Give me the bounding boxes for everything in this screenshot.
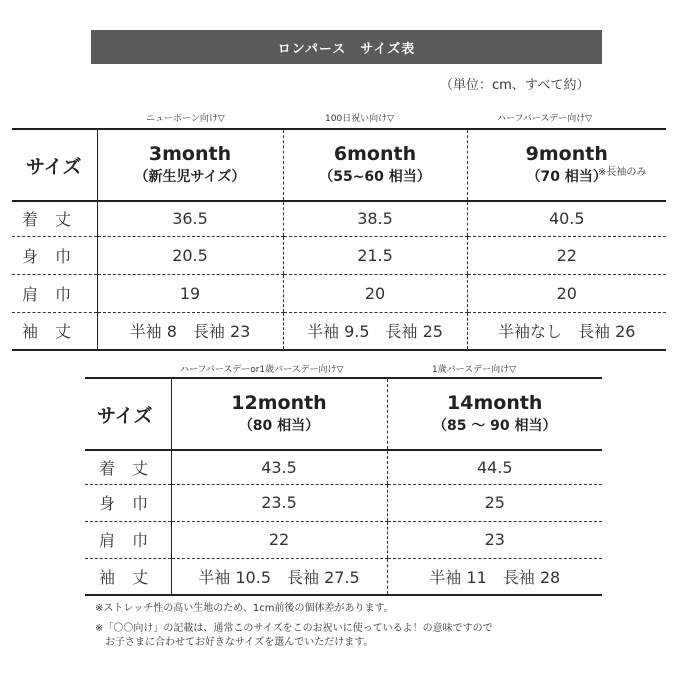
row-label: 身 巾 <box>85 484 171 521</box>
size-header-label: サイズ <box>12 129 97 201</box>
table-row <box>12 236 666 274</box>
table-row <box>12 274 666 312</box>
size-table-1 <box>12 128 666 351</box>
table-cell: 38.5 <box>283 201 467 236</box>
column-header-14month <box>387 378 602 450</box>
column-header-12month <box>171 378 387 450</box>
footnote-stretch: ※ストレッチ性の高い生地のため、1cm前後の個体差があります。 <box>95 603 394 614</box>
column-header-6month <box>283 129 467 201</box>
table-cell: 半袖 11 長袖 28 <box>387 558 602 595</box>
month-label: 14month <box>447 392 543 414</box>
row-label: 着 丈 <box>85 450 171 484</box>
caption-newborn: ニューボーン向け▽ <box>146 114 225 124</box>
range-label: （85 ～ 90 相当） <box>432 418 557 434</box>
table-cell: 半袖なし 長袖 26 <box>467 312 666 350</box>
table-row <box>85 450 602 484</box>
table-cell: 20.5 <box>97 236 283 274</box>
table-row <box>12 312 666 350</box>
footnote-occasion-continued: お子さまに合わせてお好きなサイズを選んでいただけます。 <box>105 637 374 648</box>
size-header-label: サイズ <box>85 378 171 450</box>
month-label: 12month <box>231 392 327 414</box>
table-cell: 半袖 10.5 長袖 27.5 <box>171 558 387 595</box>
table-cell: 36.5 <box>97 201 283 236</box>
table-header-row <box>85 378 602 450</box>
range-label: （新生児サイズ） <box>134 169 246 185</box>
row-label: 袖 丈 <box>85 558 171 595</box>
table-cell: 半袖 9.5 長袖 25 <box>283 312 467 350</box>
table-cell: 20 <box>467 274 666 312</box>
row-label: 肩 巾 <box>85 521 171 558</box>
range-label: （55~60 相当） <box>319 169 431 185</box>
table-cell: 44.5 <box>387 450 602 484</box>
month-label: 9month <box>525 143 608 165</box>
month-label: 3month <box>148 143 232 165</box>
row-label: 肩 巾 <box>12 274 97 312</box>
table-cell: 22 <box>467 236 666 274</box>
row-label: 着 丈 <box>12 201 97 236</box>
range-label: （70 相当） <box>526 169 607 185</box>
table-cell: 19 <box>97 274 283 312</box>
month-label: 6month <box>333 143 417 165</box>
table-row <box>12 201 666 236</box>
table-cell: 23 <box>387 521 602 558</box>
page-title: ロンパース サイズ表 <box>91 30 602 64</box>
table-header-row <box>12 129 666 201</box>
row-label: 袖 丈 <box>12 312 97 350</box>
caption-half-or-first-birthday: ハーフバースデーor1歳バースデー向け▽ <box>180 365 344 375</box>
table-row <box>85 484 602 521</box>
column-header-3month <box>97 129 283 201</box>
size-table-2 <box>85 377 602 596</box>
footnote-occasion: ※「〇〇向け」の記載は、通常このサイズをこのお祝いに使っているよ！の意味ですので <box>95 623 493 634</box>
table-cell: 43.5 <box>171 450 387 484</box>
table-cell: 25 <box>387 484 602 521</box>
long-sleeve-note: ※長袖のみ <box>598 167 647 178</box>
table-cell: 22 <box>171 521 387 558</box>
caption-half-birthday: ハーフバースデー向け▽ <box>497 114 593 124</box>
row-label: 身 巾 <box>12 236 97 274</box>
unit-note: （単位：cm、すべて約） <box>440 78 590 93</box>
table-cell: 21.5 <box>283 236 467 274</box>
table-cell: 23.5 <box>171 484 387 521</box>
table-row <box>85 521 602 558</box>
range-label: （80 相当） <box>238 418 320 434</box>
table-cell: 半袖 8 長袖 23 <box>97 312 283 350</box>
table-cell: 20 <box>283 274 467 312</box>
table-row <box>85 558 602 595</box>
caption-first-birthday: 1歳バースデー向け▽ <box>432 365 517 375</box>
caption-100-days: 100日祝い向け▽ <box>325 114 395 124</box>
table-cell: 40.5 <box>467 201 666 236</box>
